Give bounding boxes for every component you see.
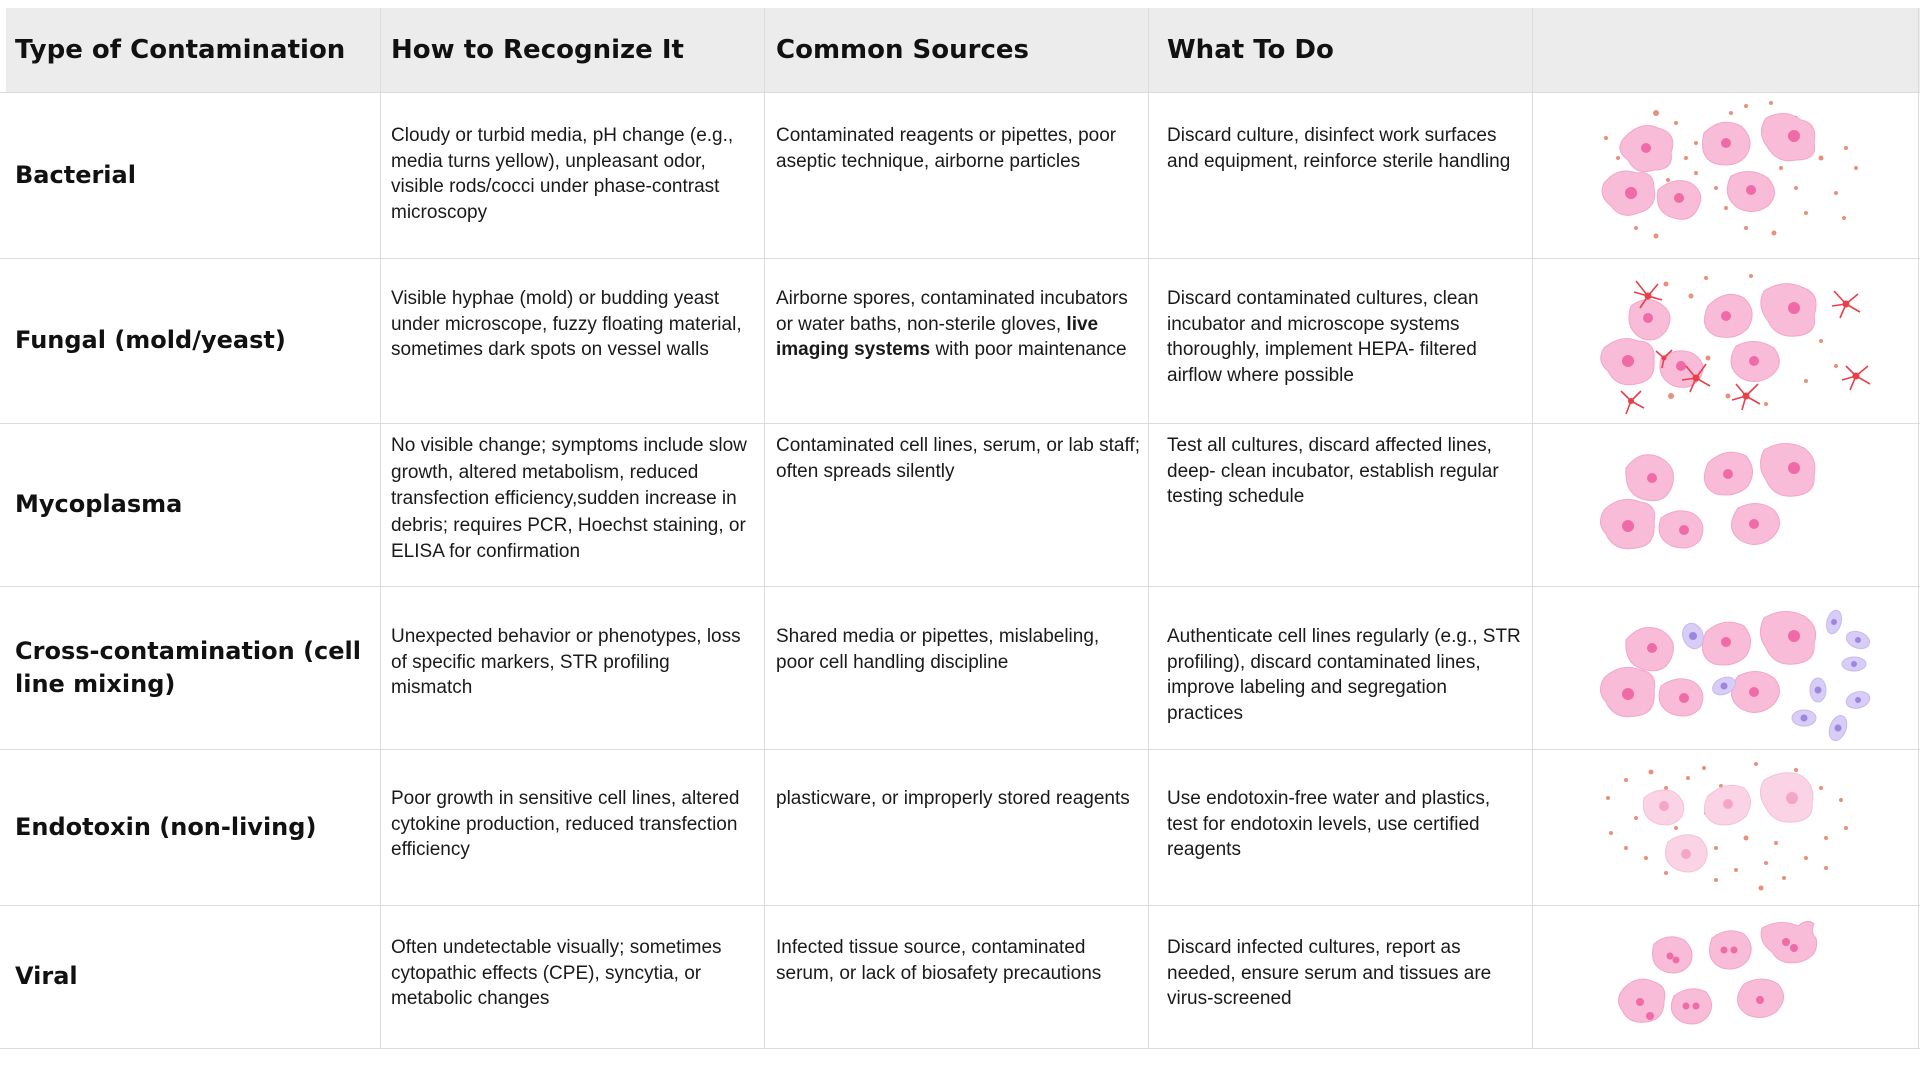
sources-text-part: Airborne spores, contaminated incubators or water baths, non-sterile gloves,	[776, 288, 1128, 335]
row-recognize-fungal: Visible hyphae (mold) or budding yeast under microscope, fuzzy floating material, sometimes dark spots on vessel walls	[391, 288, 742, 360]
row-sources-endotoxin: plasticware, or improperly stored reagents	[776, 788, 1130, 809]
fungal-cells-illustration	[1596, 266, 1876, 416]
endotoxin-cells-illustration	[1596, 758, 1856, 898]
header-cell-illustration	[1533, 8, 1920, 92]
row-action-fungal: Discard contaminated cultures, clean incubator and microscope systems thoroughly, implement HEPA- filtered airflow where possible	[1167, 288, 1479, 386]
column-header-recognize: How to Recognize It	[391, 35, 684, 65]
row-type-viral: Viral	[15, 962, 78, 990]
row-sources-mycoplasma: Contaminated cell lines, serum, or lab staff; often spreads silently	[776, 435, 1140, 482]
row-divider	[0, 1048, 1920, 1049]
row-type-fungal: Fungal (mold/yeast)	[15, 326, 286, 354]
column-header-action: What To Do	[1167, 35, 1334, 65]
column-divider	[1918, 8, 1919, 1048]
row-sources-viral: Infected tissue source, contaminated serum, or lack of biosafety precautions	[776, 937, 1102, 984]
sources-emphasis: live imaging systems	[776, 313, 1099, 360]
row-sources-bacterial: Contaminated reagents or pipettes, poor aseptic technique, airborne particles	[776, 125, 1117, 172]
row-sources-cross-contamination: Shared media or pipettes, mislabeling, poor cell handling discipline	[776, 626, 1100, 673]
row-action-endotoxin: Use endotoxin-free water and plastics, test for endotoxin levels, use certified reagents	[1167, 788, 1491, 860]
row-recognize-cross-contamination: Unexpected behavior or phenotypes, loss of specific markers, STR profiling mismatch	[391, 626, 741, 698]
viral-cells-illustration	[1612, 916, 1842, 1036]
row-action-cross-contamination: Authenticate cell lines regularly (e.g., STR profiling), discard contaminated lines, improve labeling and segregation practices	[1167, 626, 1521, 724]
row-recognize-mycoplasma: No visible change; symptoms include slow growth, altered metabolism, reduced transfection efficiency,sudden increase in debris; requires PCR, Hoechst staining, or ELISA for confirmation	[391, 435, 747, 562]
column-divider	[1148, 8, 1149, 1048]
row-type-endotoxin: Endotoxin (non-living)	[15, 812, 317, 841]
row-action-bacterial: Discard culture, disinfect work surfaces and equipment, reinforce sterile handling	[1167, 125, 1511, 172]
bacterial-cells-illustration	[1596, 98, 1866, 248]
row-recognize-bacterial: Cloudy or turbid media, pH change (e.g., media turns yellow), unpleasant odor, visible rods/cocci under phase-contrast microscopy	[391, 125, 734, 223]
column-divider	[1532, 8, 1533, 1048]
row-type-mycoplasma: Mycoplasma	[15, 490, 183, 518]
row-sources-fungal	[776, 286, 1146, 363]
cross-contamination-cells-illustration	[1596, 600, 1876, 750]
column-header-type: Type of Contamination	[15, 35, 346, 65]
row-recognize-viral: Often undetectable visually; sometimes cytopathic effects (CPE), syncytia, or metabolic changes	[391, 937, 722, 1009]
column-header-sources: Common Sources	[776, 35, 1029, 65]
row-action-viral: Discard infected cultures, report as needed, ensure serum and tissues are virus-screened	[1167, 937, 1492, 1009]
sources-text-part: with poor maintenance	[930, 339, 1127, 360]
row-type-cross-contamination: Cross-contamination (cell line mixing)	[15, 636, 362, 698]
mycoplasma-cells-illustration	[1596, 428, 1836, 578]
row-recognize-endotoxin: Poor growth in sensitive cell lines, altered cytokine production, reduced transfection efficiency	[391, 788, 740, 860]
row-action-mycoplasma: Test all cultures, discard affected lines, deep- clean incubator, establish regular testing schedule	[1167, 435, 1499, 507]
column-divider	[764, 8, 765, 1048]
row-type-bacterial: Bacterial	[15, 160, 136, 189]
column-divider	[380, 8, 381, 1048]
